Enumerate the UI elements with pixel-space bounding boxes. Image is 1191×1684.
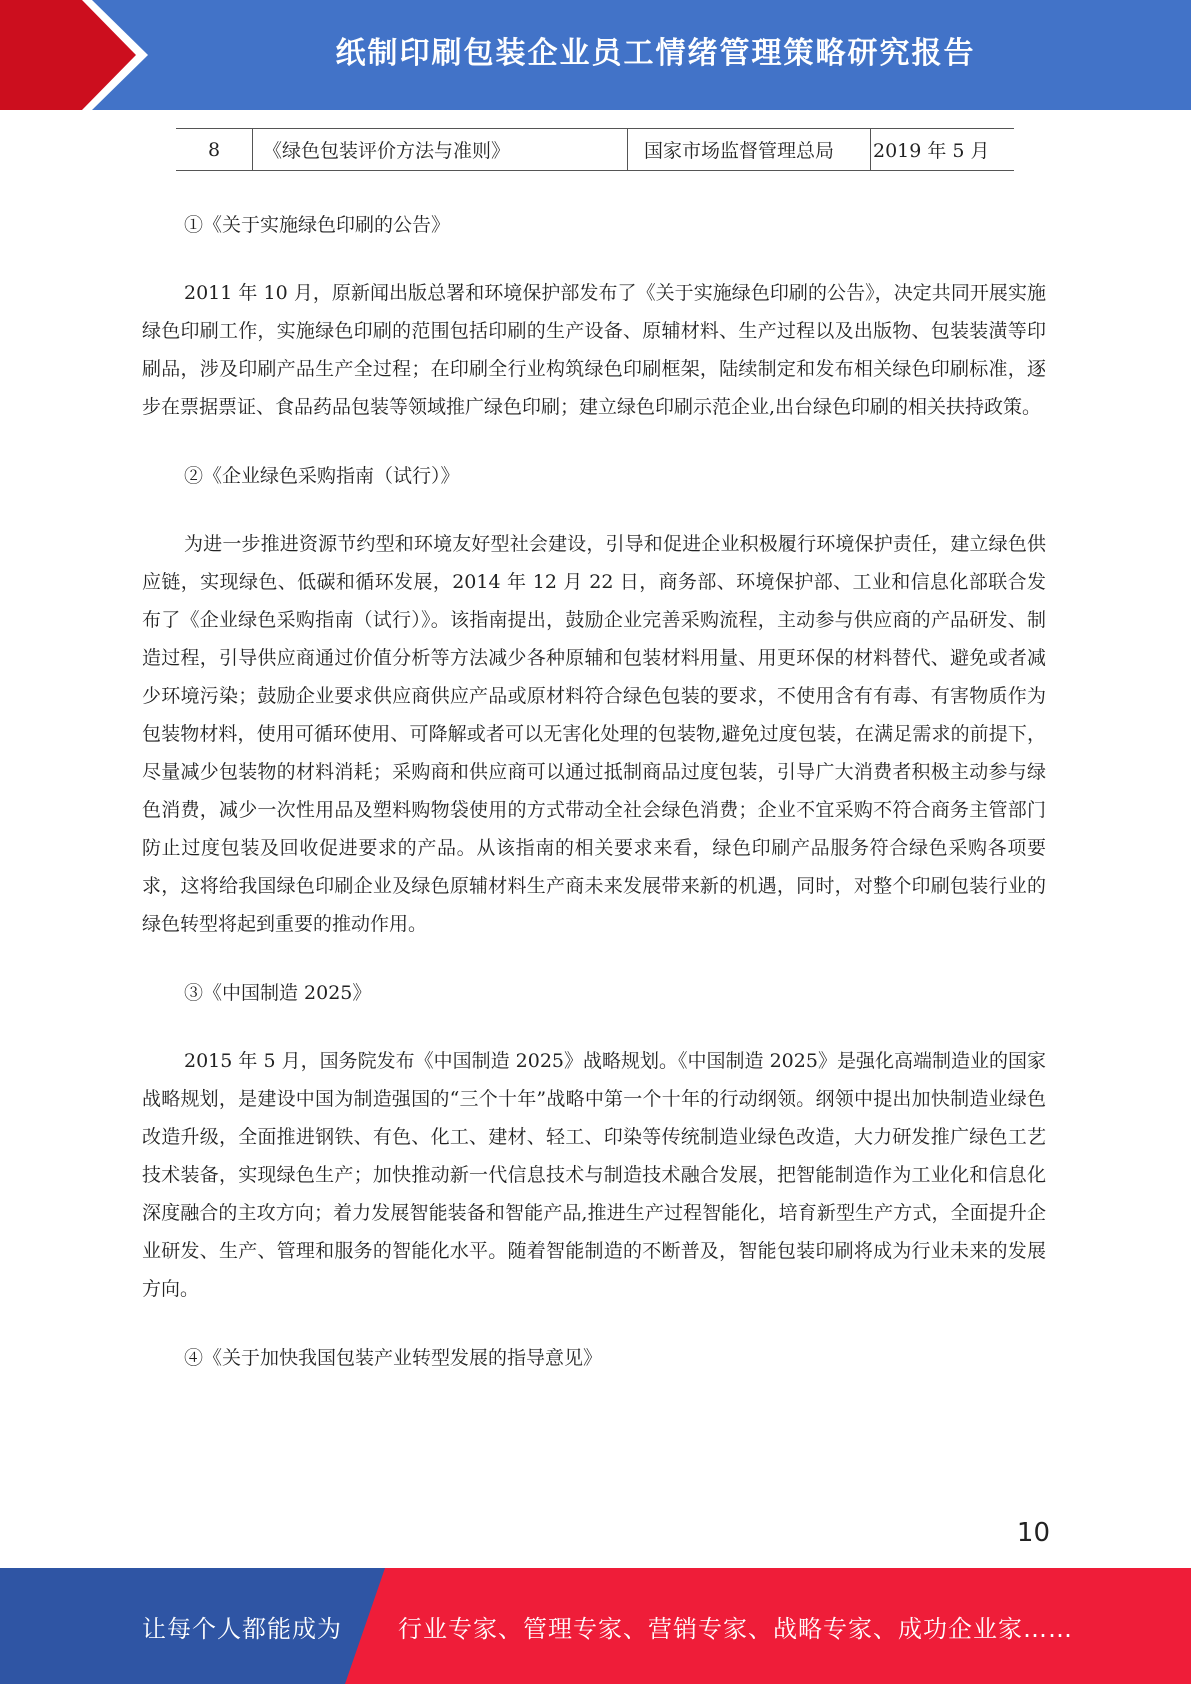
main-content [142,206,1046,1377]
standard-name: 《绿色包装评价方法与准则》 [253,129,628,171]
section-heading: ④《关于加快我国包装产业转型发展的指导意见》 [184,1347,603,1369]
issuing-authority: 国家市场监督管理总局 [628,129,871,171]
page-number: 10 [1016,1518,1050,1548]
issue-date: 2019 年 5 月 [871,129,1015,171]
section-heading: ③《中国制造 2025》 [184,982,372,1004]
footer-slogan-left: 让每个人都能成为 [142,1614,342,1643]
footer-slogan-right: 行业专家、管理专家、营销专家、战略专家、成功企业家…… [398,1614,1073,1643]
report-title: 纸制印刷包装企业员工情绪管理策略研究报告 [335,36,976,71]
row-number: 8 [176,129,253,171]
page-footer [0,1568,1191,1684]
section-paragraph: 2011 年 10 月，原新闻出版总署和环境保护部发布了《关于实施绿色印刷的公告》，决定共同开展实施绿色印刷工作，实施绿色印刷的范围包括印刷的生产设备、原辅材料、生产过程以及出版物、包装装潢等印刷品，涉及印刷产品生产全过程；在印刷全行业构筑绿色印刷框架，陆续制定和发布相关绿色印刷标准，逐步在票据票证、食品药品包装等领域推广绿色印刷；建立绿色印刷示范企业,出台绿色印刷的相关扶持政策。 [142,282,1046,418]
section-heading: ②《企业绿色采购指南（试行）》 [184,465,460,487]
section-paragraph: 为进一步推进资源节约型和环境友好型社会建设，引导和促进企业积极履行环境保护责任，建立绿色供应链，实现绿色、低碳和循环发展，2014 年 12 月 22 日，商务部、环境保护部、工业和信息化部联合发布了《企业绿色采购指南（试行）》。该指南提出，鼓励企业完善采购流程，主动参与供应商的产品研发、制造过程，引导供应商通过价值分析等方法减少各种原辅和包装材料用量、用更环保的材料替代、避免或者减少环境污染；鼓励企业要求供应商供应产品或原材料符合绿色包装的要求，不使用含有有毒、有害物质作为包装物材料，使用可循环使用、可降解或者可以无害化处理的包装物,避免过度包装，在满足需求的前提下，尽量减少包装物的材料消耗；采购商和供应商可以通过抵制商品过度包装，引导广大消费者积极主动参与绿色消费，减少一次性用品及塑料购物袋使用的方式带动全社会绿色消费；企业不宜采购不符合商务主管部门防止过度包装及回收促进要求的产品。从该指南的相关要求来看，绿色印刷产品服务符合绿色采购各项要求，这将给我国绿色印刷企业及绿色原辅材料生产商未来发展带来新的机遇，同时，对整个印刷包装行业的绿色转型将起到重要的推动作用。 [142,533,1046,935]
table-row [176,129,1014,171]
page-header [0,0,1191,110]
section-paragraph: 2015 年 5 月，国务院发布《中国制造 2025》战略规划。《中国制造 2025》是强化高端制造业的国家战略规划，是建设中国为制造强国的“三个十年”战略中第一个十年的行动纲领。纲领中提出加快制造业绿色改造升级，全面推进钢铁、有色、化工、建材、轻工、印染等传统制造业绿色改造，大力研发推广绿色工艺技术装备，实现绿色生产；加快推动新一代信息技术与制造技术融合发展，把智能制造作为工业化和信息化深度融合的主攻方向；着力发展智能装备和智能产品,推进生产过程智能化，培育新型生产方式，全面提升企业研发、生产、管理和服务的智能化水平。随着智能制造的不断普及，智能包装印刷将成为行业未来的发展方向。 [142,1050,1046,1300]
header-arrow-icon [0,0,160,110]
standards-table [176,128,1014,171]
section-heading: ①《关于实施绿色印刷的公告》 [184,214,451,236]
